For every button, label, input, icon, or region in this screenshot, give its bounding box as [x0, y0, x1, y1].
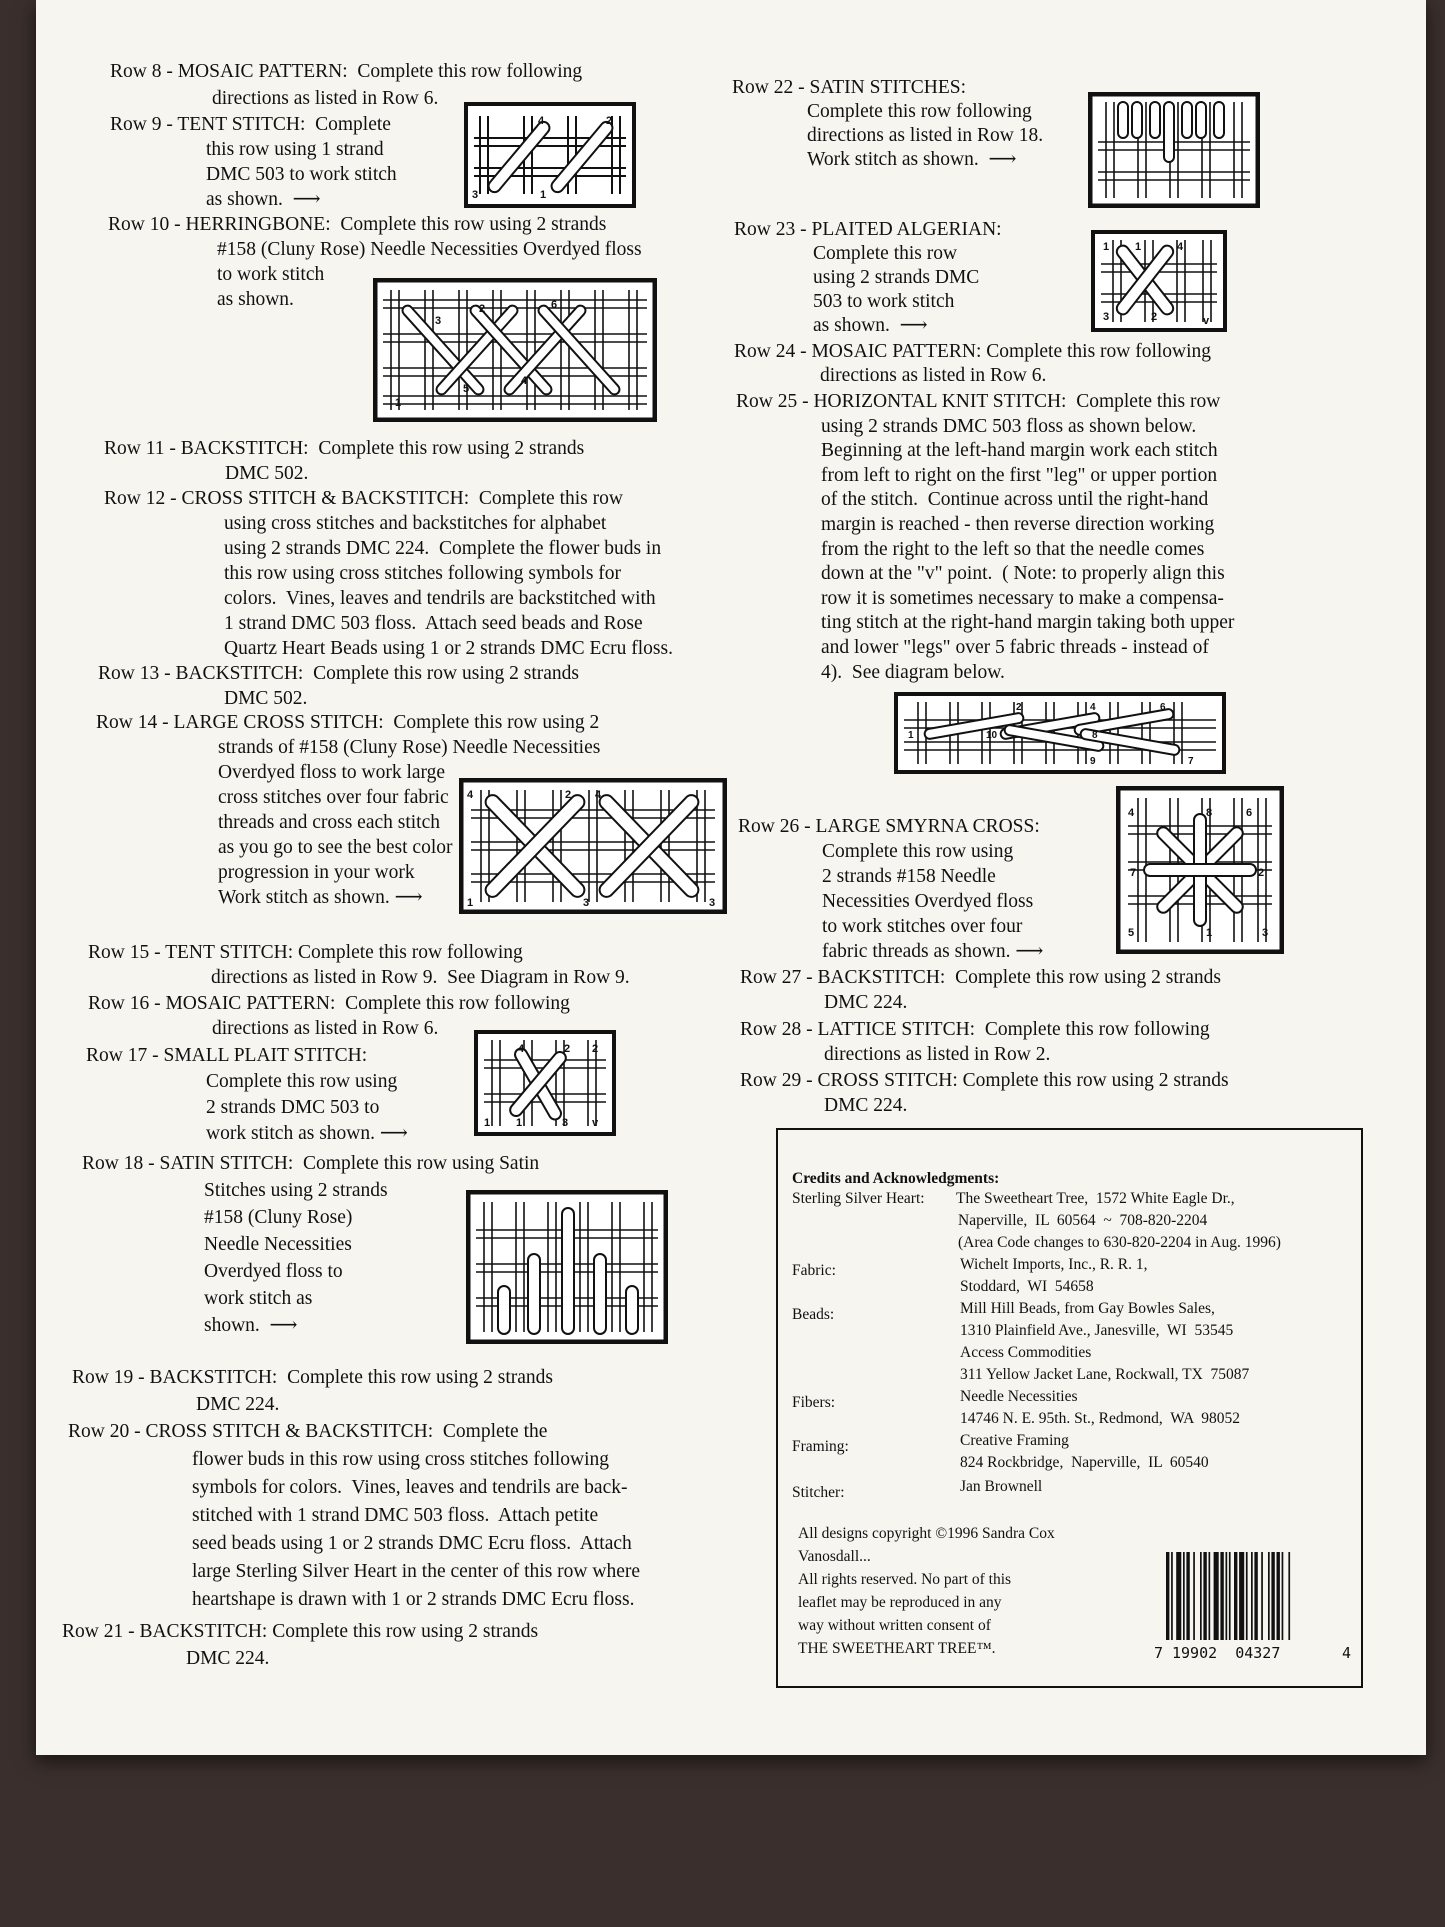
row-text: BACKSTITCH: Complete this row using 2 strands [180, 438, 585, 459]
row-label: Row 8 - [110, 61, 178, 82]
tent-stitch-diagram [464, 102, 636, 208]
row-label: Row 24 - [734, 341, 812, 362]
small-plait-stitch-diagram [474, 1030, 616, 1136]
row-text: strands of #158 (Cluny Rose) Needle Necessities [218, 737, 601, 758]
row-text: DMC 224. [824, 1095, 908, 1116]
diagram-number: 2 [1258, 867, 1265, 879]
credit-label: Framing: [792, 1438, 849, 1455]
row-text: DMC 224. [824, 992, 908, 1013]
row-label: Row 25 - [736, 391, 814, 412]
diagram-number: 3 [435, 315, 442, 327]
diagram-number: 1 [467, 897, 474, 909]
row-text: SATIN STITCH: Complete this row using Satin [159, 1153, 540, 1174]
credit-value: 1310 Plainfield Ave., Janesville, WI 53545 [960, 1322, 1234, 1339]
row-text: row it is sometimes necessary to make a compensa- [821, 587, 1224, 609]
row-text: cross stitches over four fabric [218, 787, 449, 808]
barcode-left-digit: 7 [1154, 1644, 1164, 1662]
row-text: Complete this row [813, 243, 958, 264]
row-text: Needle Necessities [204, 1234, 352, 1255]
row-text: CROSS STITCH: Complete this row using 2 strands [817, 1070, 1229, 1091]
large-smyrna-cross-diagram [1116, 786, 1284, 954]
row-text: as shown. ⟶ [813, 315, 928, 336]
diagram-number: 4 [1090, 702, 1096, 713]
row-text: directions as listed in Row 6. [212, 88, 439, 109]
diagram-number: 1 [484, 1117, 491, 1129]
copyright-line: All rights reserved. No part of this [798, 1571, 1012, 1588]
instruction-row [736, 390, 1234, 685]
instruction-row [98, 661, 579, 711]
row-label: Row 13 - [98, 663, 176, 684]
row-text: PLAITED ALGERIAN: [811, 219, 1002, 240]
diagram-number: 6 [1160, 702, 1166, 713]
row-text: BACKSTITCH: Complete this row using 2 strands [139, 1621, 539, 1642]
row-text: TENT STITCH: Complete [177, 114, 391, 135]
row-text: 503 to work stitch [813, 291, 955, 312]
row-label: Row 14 - [96, 712, 174, 733]
diagram-number: v [592, 1117, 599, 1129]
row-label: Row 20 - [68, 1421, 146, 1442]
row-text: Work stitch as shown. ⟶ [218, 887, 423, 908]
leaflet-page [36, 0, 1426, 1755]
row-text: directions as listed in Row 18. [807, 125, 1044, 146]
instruction-row [88, 940, 630, 990]
credit-value: 14746 N. E. 95th. St., Redmond, WA 98052 [960, 1410, 1241, 1427]
row-text: TENT STITCH: Complete this row following [165, 942, 523, 963]
credit-label: Sterling Silver Heart: [792, 1190, 925, 1207]
row-text: colors. Vines, leaves and tendrils are backstitched with [224, 588, 656, 609]
row-text: using 2 strands DMC 503 floss as shown below. [821, 415, 1197, 437]
instruction-row [72, 1364, 553, 1418]
diagram-number: 1 [516, 1117, 523, 1129]
row-text: Necessities Overdyed floss [822, 891, 1034, 912]
row-text: 2 strands DMC 503 to [206, 1097, 380, 1118]
row-text: DMC 224. [186, 1648, 270, 1669]
row-text: SMALL PLAIT STITCH: [163, 1045, 368, 1066]
diagram-number: 8 [1092, 730, 1098, 741]
diagram-number: 4 [538, 115, 545, 127]
row-text: Complete this row using [822, 841, 1014, 862]
row-text: Stitches using 2 strands [204, 1180, 388, 1201]
row-text: flower buds in this row using cross stitches following [192, 1449, 610, 1470]
copyright-line: THE SWEETHEART TREE™. [798, 1640, 996, 1657]
row-text: LARGE SMYRNA CROSS: [815, 816, 1040, 837]
satin-stitch-diagram [466, 1190, 668, 1344]
diagram-number: 5 [463, 383, 470, 395]
diagram-number: 2 [565, 789, 572, 801]
instruction-row [740, 1017, 1210, 1067]
instruction-row [62, 1618, 538, 1672]
credit-label: Beads: [792, 1306, 835, 1323]
diagram-number: 2 [564, 1043, 571, 1055]
row-text: to work stitches over four [822, 916, 1023, 937]
row-text: using 2 strands DMC 224. Complete the flower buds in [224, 538, 662, 559]
row-text: fabric threads as shown. ⟶ [822, 941, 1044, 962]
row-text: directions as listed in Row 6. [212, 1018, 439, 1039]
instruction-row [740, 1068, 1229, 1118]
instruction-row [738, 814, 1043, 964]
horizontal-knit-stitch-diagram [894, 692, 1226, 774]
diagram-number: 6 [1246, 807, 1253, 819]
instruction-row [732, 76, 1043, 172]
row-label: Row 29 - [740, 1070, 818, 1091]
row-label: Row 17 - [86, 1045, 164, 1066]
diagram-number: 3 [1103, 311, 1110, 323]
row-text: stitched with 1 strand DMC 503 floss. Attach petite [192, 1505, 599, 1526]
row-text: directions as listed in Row 2. [824, 1044, 1051, 1065]
row-text: work stitch as shown. ⟶ [206, 1123, 408, 1144]
row-text: down at the "v" point. ( Note: to properly align this [821, 563, 1225, 585]
diagram-number: 2 [1151, 311, 1158, 323]
credit-label: Fibers: [792, 1394, 836, 1411]
diagram-number: 10 [986, 730, 998, 741]
copyright-line: way without written consent of [798, 1617, 991, 1634]
row-label: Row 11 - [104, 438, 181, 459]
diagram-number: 1 [540, 189, 547, 201]
barcode-right-digit: 4 [1342, 1644, 1352, 1662]
row-label: Row 16 - [88, 993, 166, 1014]
row-text: large Sterling Silver Heart in the center of this row where [192, 1561, 640, 1582]
diagram-number: 9 [1090, 756, 1096, 767]
row-label: Row 18 - [82, 1153, 160, 1174]
row-text: CROSS STITCH & BACKSTITCH: Complete this row [181, 488, 623, 509]
diagram-number: 2 [1016, 702, 1022, 713]
instruction-row [104, 486, 673, 661]
diagram-number: 7 [1188, 756, 1194, 767]
diagram-number: 4 [467, 789, 474, 801]
row-text: DMC 502. [225, 463, 309, 484]
row-text: this row using cross stitches following symbols for [224, 563, 622, 584]
row-text: HORIZONTAL KNIT STITCH: Complete this row [813, 391, 1221, 412]
credit-value: Needle Necessities [960, 1388, 1078, 1405]
row-text: threads and cross each stitch [218, 812, 441, 833]
row-text: Complete this row following [807, 101, 1032, 122]
large-cross-stitch-diagram [459, 778, 727, 914]
credit-value: Naperville, IL 60564 ~ 708-820-2204 [958, 1212, 1208, 1229]
diagram-number: v [1203, 315, 1210, 327]
row-text: DMC 224. [196, 1394, 280, 1415]
row-text: of the stitch. Continue across until the right-hand [821, 489, 1209, 511]
row-text: 2 strands #158 Needle [822, 866, 996, 887]
credit-value: Jan Brownell [960, 1478, 1043, 1495]
diagram-number: 4 [1177, 241, 1184, 253]
row-text: as you go to see the best color [218, 837, 453, 858]
row-text: directions as listed in Row 9. See Diagram in Row 9. [211, 967, 630, 988]
diagram-number: 6 [551, 299, 558, 311]
diagram-number: 3 [583, 897, 590, 909]
credit-value: Access Commodities [960, 1344, 1092, 1361]
credit-value: Mill Hill Beads, from Gay Bowles Sales, [960, 1300, 1215, 1317]
row-text: 4). See diagram below. [821, 661, 1005, 683]
row-text: symbols for colors. Vines, leaves and tendrils are back- [192, 1477, 628, 1498]
diagram-number: 1 [1135, 241, 1142, 253]
instruction-row [110, 112, 397, 212]
row-text: LATTICE STITCH: Complete this row following [817, 1019, 1210, 1040]
row-text: HERRINGBONE: Complete this row using 2 strands [185, 214, 607, 235]
diagram-number: 1 [395, 397, 402, 409]
diagram-number: 4 [595, 789, 602, 801]
diagram-number: 4 [518, 1043, 525, 1055]
row-label: Row 12 - [104, 488, 182, 509]
instruction-row [734, 340, 1211, 388]
row-text: to work stitch [217, 264, 325, 285]
row-text: work stitch as [204, 1288, 313, 1309]
credit-value: (Area Code changes to 630-820-2204 in Aug. 1996) [958, 1234, 1281, 1251]
copyright-notice [798, 1522, 1098, 1660]
credits-title: Credits and Acknowledgments: [792, 1170, 1000, 1187]
row-text: BACKSTITCH: Complete this row using 2 strands [817, 967, 1222, 988]
row-text: directions as listed in Row 6. [820, 365, 1047, 386]
instruction-row [68, 1418, 640, 1614]
diagram-number: 3 [1262, 927, 1269, 939]
row-text: MOSAIC PATTERN: Complete this row following [811, 341, 1212, 362]
row-text: Overdyed floss to [204, 1261, 343, 1282]
row-text: seed beads using 1 or 2 strands DMC Ecru floss. Attach [192, 1533, 632, 1554]
diagram-number: 2 [606, 115, 613, 127]
row-text: using 2 strands DMC [813, 267, 980, 288]
diagram-number: 7 [1130, 867, 1137, 879]
row-text: #158 (Cluny Rose) Needle Necessities Overdyed floss [217, 239, 642, 260]
row-text: from the right to the left so that the needle comes [821, 538, 1205, 560]
diagram-number: 1 [1206, 927, 1213, 939]
credit-label: Stitcher: [792, 1484, 845, 1501]
row-label: Row 27 - [740, 967, 818, 988]
row-text: as shown. ⟶ [206, 189, 321, 210]
credits-box [776, 1128, 1363, 1688]
diagram-number: 4 [1128, 807, 1135, 819]
row-label: Row 26 - [738, 816, 816, 837]
copyright-line: leaflet may be reproduced in any [798, 1594, 1002, 1611]
diagram-number: 5 [1128, 927, 1135, 939]
row-text: Overdyed floss to work large [218, 762, 446, 783]
credit-value: 824 Rockbridge, Naperville, IL 60540 [960, 1454, 1209, 1471]
satin-stitches-diagram [1088, 92, 1260, 208]
row-text: from left to right on the first "leg" or upper portion [821, 464, 1218, 486]
diagram-number: 2 [479, 303, 486, 315]
credit-value: The Sweetheart Tree, 1572 White Eagle Dr., [956, 1190, 1235, 1207]
row-text: margin is reached - then reverse direction working [821, 513, 1215, 535]
row-text: DMC 502. [224, 688, 308, 709]
row-label: Row 28 - [740, 1019, 818, 1040]
row-text: DMC 503 to work stitch [206, 164, 397, 185]
diagram-number: 1 [1103, 241, 1110, 253]
row-label: Row 15 - [88, 942, 166, 963]
row-label: Row 22 - [732, 77, 810, 98]
row-text: BACKSTITCH: Complete this row using 2 strands [149, 1367, 554, 1388]
row-text: CROSS STITCH & BACKSTITCH: Complete the [145, 1421, 548, 1442]
credit-value: Wichelt Imports, Inc., R. R. 1, [960, 1256, 1148, 1273]
row-text: Work stitch as shown. ⟶ [807, 149, 1017, 170]
row-text: SATIN STITCHES: [809, 77, 967, 98]
diagram-number: 8 [1206, 807, 1213, 819]
credit-value: Stoddard, WI 54658 [960, 1278, 1094, 1295]
barcode-number [1154, 1642, 1352, 1752]
row-text: progression in your work [218, 862, 415, 883]
row-text: as shown. [217, 289, 294, 310]
row-text: ting stitch at the right-hand margin taking both upper [821, 612, 1235, 634]
row-text: Beginning at the left-hand margin work each stitch [821, 440, 1218, 462]
row-text: BACKSTITCH: Complete this row using 2 strands [175, 663, 580, 684]
row-text: LARGE CROSS STITCH: Complete this row using 2 [173, 712, 600, 733]
row-text: #158 (Cluny Rose) [204, 1207, 353, 1228]
barcode-bars [1164, 1552, 1334, 1650]
diagram-number: 3 [562, 1117, 569, 1129]
instruction-row [104, 436, 584, 486]
row-text: this row using 1 strand [206, 139, 384, 160]
diagram-number: 4 [521, 375, 528, 387]
instruction-row [740, 965, 1221, 1015]
row-text: heartshape is drawn with 1 or 2 strands DMC Ecru floss. [192, 1589, 635, 1610]
row-text: MOSAIC PATTERN: Complete this row following [177, 61, 583, 82]
diagram-number: 3 [709, 897, 716, 909]
row-text: 1 strand DMC 503 floss. Attach seed beads and Rose [224, 613, 643, 634]
instruction-row [86, 1043, 408, 1147]
diagram-number: 3 [472, 189, 479, 201]
row-text: using cross stitches and backstitches for alphabet [224, 513, 607, 534]
row-label: Row 21 - [62, 1621, 140, 1642]
barcode-main-digits: 19902 04327 [1172, 1644, 1281, 1662]
row-text: and lower "legs" over 5 fabric threads - instead of [821, 636, 1209, 658]
copyright-line: All designs copyright ©1996 Sandra Cox Vanosdall... [798, 1525, 1055, 1565]
row-text: Complete this row using [206, 1071, 398, 1092]
row-label: Row 19 - [72, 1367, 150, 1388]
credit-value: 311 Yellow Jacket Lane, Rockwall, TX 75087 [960, 1366, 1250, 1383]
credit-value: Creative Framing [960, 1432, 1069, 1449]
row-text: Quartz Heart Beads using 1 or 2 strands DMC Ecru floss. [224, 638, 673, 659]
row-label: Row 9 - [110, 114, 178, 135]
herringbone-diagram [373, 278, 657, 422]
instruction-row [734, 218, 1002, 338]
diagram-number: 2 [592, 1043, 599, 1055]
row-text: shown. ⟶ [204, 1315, 298, 1336]
barcode [1164, 1552, 1334, 1650]
row-label: Row 10 - [108, 214, 186, 235]
plaited-algerian-diagram [1091, 230, 1227, 332]
diagram-number: 1 [908, 730, 914, 741]
row-text: MOSAIC PATTERN: Complete this row following [165, 993, 570, 1014]
credit-label: Fabric: [792, 1262, 836, 1279]
row-label: Row 23 - [734, 219, 812, 240]
